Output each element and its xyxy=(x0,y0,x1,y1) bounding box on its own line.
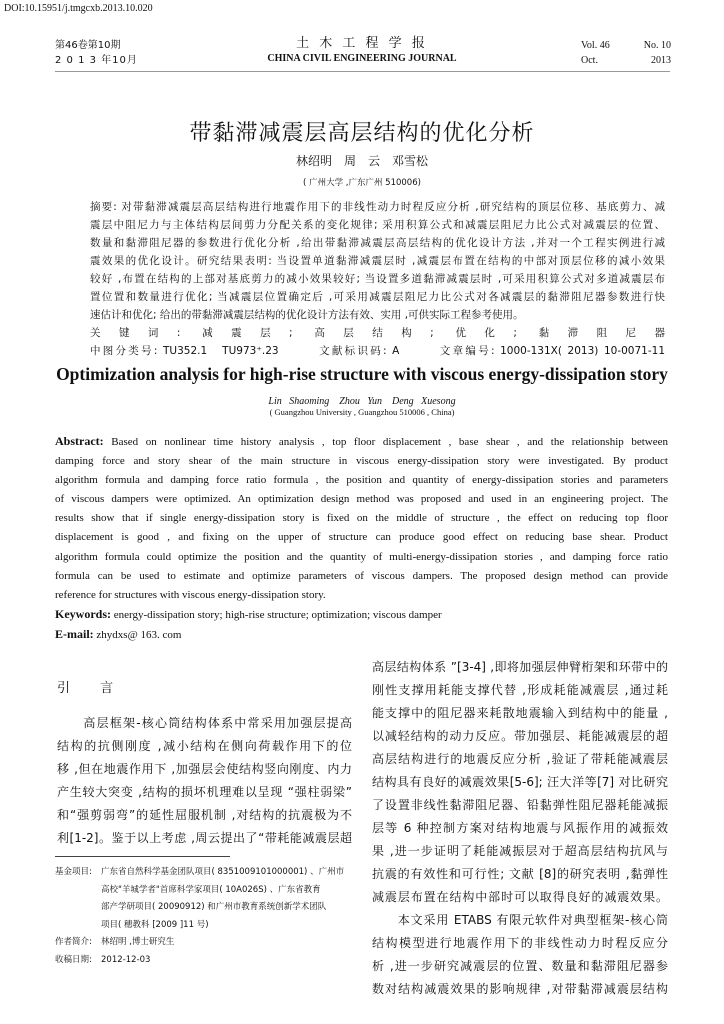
abstract-en-line: of viscous dampers were optimized. An optimization design method was proposed and used in an engineering project. The xyxy=(55,493,668,506)
abstract-cn-line: 较好 ,布置在结构的上部对基底剪力的减小效果较好; 当设置多道黏滞减震层时 ,可采用积算公式对多道减震层布 xyxy=(90,273,665,285)
abstract-en-text: Based on nonlinear time history analysis , top floor displacement , base shear , and the relationship between xyxy=(111,436,668,448)
classification-cn: 中图分类号: TU352.1 TU973⁺.23 文献标识码: A 文章编号: 1000-131X( 2013) 10-0071-11 xyxy=(90,345,665,357)
abstract-cn-line: 震层中阻尼力与主体结构层间剪力分配关系的变化规律; 采用积算公式和减震层阻尼力比公式对减震层的位置、 xyxy=(90,219,665,231)
abstract-en xyxy=(55,432,668,645)
body-line: 高层结构进行的地震反应分析 ,验证了带耗能减震层 xyxy=(372,752,668,766)
affiliation-en: ( Guangzhou University , Guangzhou 510006 , China) xyxy=(269,407,455,417)
footnote-line: 林绍明 ,博士研究生 xyxy=(101,937,175,947)
footnote-label: 作者简介: xyxy=(55,937,92,947)
footnote xyxy=(55,934,350,952)
footnote-line: 项目( 穗教科 [2009 ]11 号) xyxy=(101,919,209,930)
journal-cn: 土 木 工 程 学 报 xyxy=(296,36,428,51)
body-line: 移 ,但在地震作用下 ,加强层会使结构竖向刚度、内力 xyxy=(57,762,352,776)
email-label: E-mail: xyxy=(55,626,94,641)
abstract-cn-line: 摘要: 对带黏滞减震层高层结构进行地震作用下的非线性动力时程反应分析 ,研究结构的顶层位移、基底剪力、减 xyxy=(90,201,665,213)
keywords-en: energy-dissipation story; high-rise structure; optimization; viscous damper xyxy=(113,608,442,621)
abstract-cn-lines xyxy=(90,198,665,324)
email-row xyxy=(55,625,668,645)
abstract-en-line: results show that if single energy-dissipation story is fixed on the middle of structure , the effect on reducing top floor xyxy=(55,512,668,525)
section-heading-intro: 引 言 xyxy=(57,681,114,696)
body-line: 数对结构减震效果的影响规律 ,对带黏滞减震层结构 xyxy=(372,982,668,996)
volume-cn: 第46卷第10期 xyxy=(55,40,121,51)
body-line: 果 ,进一步证明了耗能减振层对于超高层结构抗风与 xyxy=(372,844,668,858)
abstract-cn xyxy=(90,198,665,360)
abstract-cn-line: 数量和黏滞阻尼器的参数进行优化分析 ,给出带黏滞减震层高层结构的优化设计方法 ,并对一个工程实例进行减 xyxy=(90,237,665,249)
body-line: 和“强剪弱弯”的延性屈服机制 ,对结构的抗震极为不 xyxy=(57,808,352,822)
footnote-line: 高校"羊城学者"首席科学家项目( 10A026S) 、广东省教育 xyxy=(101,884,321,895)
body-line: 以减轻结构的动力反应。带加强层、耗能减震层的超 xyxy=(372,729,668,743)
body-line: 减震层布置在结构中部时可以取得良好的减震效果。 xyxy=(372,890,668,904)
body-line: 层等 6 种控制方案对结构地震与风振作用的减振效 xyxy=(372,821,668,835)
footnote xyxy=(55,952,350,970)
body-line: 结构具有良好的减震效果[5-6]; 汪大洋等[7] 对比研究 xyxy=(372,775,668,789)
body-line: 能支撑中的阻尼器来耗散地震输入到结构中的能量 , xyxy=(372,706,668,720)
abstract-en-line: formula can be used to estimate and optimize parameters of viscous dampers. The proposed design method can provide xyxy=(55,569,668,582)
body-right-column xyxy=(372,656,668,1001)
no-en: No. 10 xyxy=(643,40,671,51)
body-line: 结构的抗侧刚度 ,减小结构在侧向荷载作用下的位 xyxy=(57,739,352,753)
abstract-en-label: Abstract: xyxy=(55,434,104,448)
affiliation-cn: ( 广州大学 ,广东广州 510006) xyxy=(303,178,421,188)
abstract-en-lines xyxy=(55,432,668,605)
keywords-en-label: Keywords: xyxy=(55,606,111,621)
body-line: 刚性支撑用耗能支撑代替 ,形成耗能减震层 ,通过耗 xyxy=(372,683,668,697)
footnote xyxy=(55,864,350,934)
journal-en: CHINA CIVIL ENGINEERING JOURNAL xyxy=(267,53,457,64)
footnote-label: 基金项目: xyxy=(55,867,92,877)
footnote-text xyxy=(101,934,350,952)
issue-info-en xyxy=(581,38,671,68)
body-left-column xyxy=(57,712,352,850)
body-line: 了设置非线性黏滞阻尼器、铅黏弹性阻尼器耗能减振 xyxy=(372,798,668,812)
vol-en: Vol. 46 xyxy=(581,40,610,51)
abstract-en-line: reference for structures with viscous energy-dissipation story. xyxy=(55,588,326,601)
keywords-en-row xyxy=(55,605,668,625)
abstract-cn-line: 震效果的优化设计。研究结果表明: 当设置单道黏滞减震层时 ,减震层布置在结构的中部对顶层位移的减小效果 xyxy=(90,255,665,267)
body-line: 产生较大突变 ,结构的损坏机理难以呈现 “强柱弱梁” xyxy=(57,785,352,799)
title-en: Optimization analysis for high-rise structure with viscous energy-dissipation story xyxy=(56,364,668,384)
body-line: 析 ,进一步研究减震层的位置、数量和黏滞阻尼器参 xyxy=(372,959,668,973)
body-line: 利[1-2]。鉴于以上考虑 ,周云提出了“带耗能减震层超 xyxy=(57,831,352,845)
year-en: 2013 xyxy=(651,55,671,66)
footnote-label: 收稿日期: xyxy=(55,954,92,965)
abstract-en-line: damping force and story shear of the main structure in viscous energy-dissipation story were investigated. By product xyxy=(55,455,668,468)
body-line: 本文采用 ETABS 有限元软件对典型框架-核心筒 xyxy=(372,913,668,927)
body-line: 高层结构体系 ”[3-4] ,即将加强层伸臂桁架和环带中的 xyxy=(372,660,668,674)
month-en: Oct. xyxy=(581,55,598,66)
body-line: 结构模型进行地震作用下的非线性动力时程反应分 xyxy=(372,936,668,950)
authors-en: Lin Shaoming Zhou Yun Deng Xuesong xyxy=(268,396,456,407)
title-cn: 带黏滞减震层高层结构的优化分析 xyxy=(189,121,535,146)
abstract-cn-line: 速估计和优化; 给出的带黏滞减震层结构的优化设计方法有效、实用 ,可供实际工程参考使用。 xyxy=(90,309,524,321)
body-line: 抗震的有效性和可行性; 文献 [8]的研究表明 ,黏弹性 xyxy=(372,867,668,881)
date-cn: 2 0 1 3 年10月 xyxy=(55,55,138,66)
header-rule xyxy=(55,71,670,72)
doi: DOI:10.15951/j.tmgcxb.2013.10.020 xyxy=(4,3,153,14)
abstract-en-line: displacement is good , and fixing on the upper of structure can produce good effect on reducing base shear. Product xyxy=(55,531,668,544)
footnote-line: 2012-12-03 xyxy=(101,954,151,965)
abstract-en-line xyxy=(55,432,668,452)
abstract-cn-line: 置位置和数量进行优化; 当减震层位置确定后 ,可采用减震层阻尼力比公式对各减震层的黏滞阻尼器参数进行快 xyxy=(90,291,665,303)
keywords-cn: 关键词: 减震层; 高层结构; 优化; 黏滞阻尼器 xyxy=(90,327,665,339)
footnote-text xyxy=(101,864,350,934)
abstract-en-line: algorithm formula could optimize the position and the quantity of multi-energy-dissipation stories , and damping force ratio xyxy=(55,550,668,563)
footnote-line: 部产学研项目( 20090912) 和广州市教育系统创新学术团队 xyxy=(101,902,327,912)
authors-cn: 林绍明 周 云 邓雪松 xyxy=(295,154,428,168)
footnotes xyxy=(55,864,350,969)
body-line: 高层框架-核心筒结构体系中常采用加强层提高 xyxy=(57,716,352,730)
email[interactable]: zhydxs@ 163. com xyxy=(96,628,182,641)
abstract-en-line: algorithm formula and damping force ratio formula , the position and quantity of energy-dissipation stories and parameters xyxy=(55,474,668,487)
footnote-rule xyxy=(55,856,230,857)
footnote-text xyxy=(101,952,350,970)
footnote-line: 广东省自然科学基金团队项目( 8351009101000001) 、广州市 xyxy=(101,867,345,877)
